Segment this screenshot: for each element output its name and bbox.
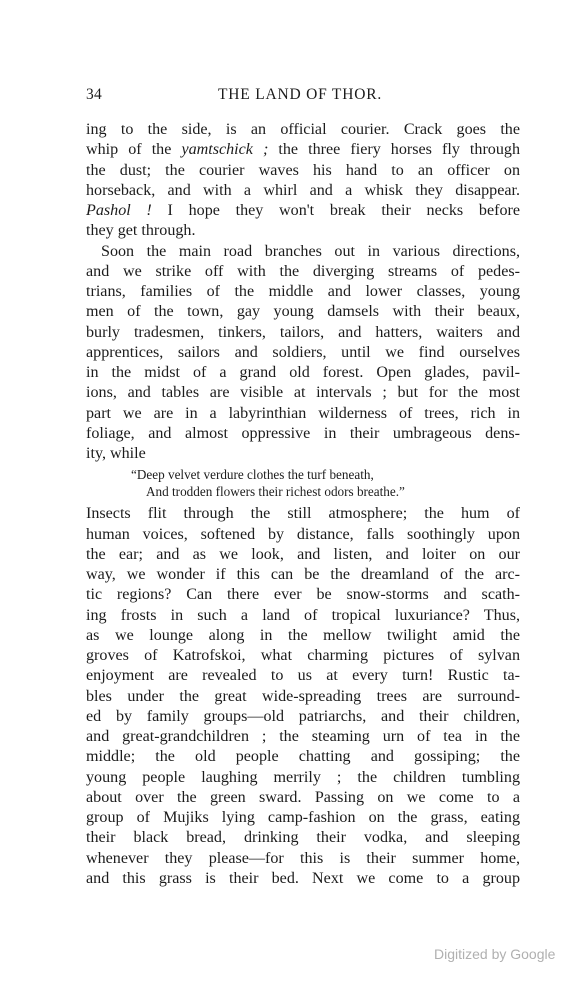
text-line: part we are in a labyrinthian wilderness of trees, rich in — [86, 404, 520, 422]
paragraph-courier — [86, 120, 520, 242]
text-line: ed by family groups—old patriarchs, and their children, — [86, 707, 520, 725]
text-line: middle; the old people chatting and gossiping; the — [86, 748, 520, 766]
text-line: about over the green sward. Passing on we come to a — [86, 788, 520, 806]
text-line: groves of Katrofskoi, what charming pictures of sylvan — [86, 647, 520, 664]
text-line: group of Mujiks lying camp-fashion on the grass, eating — [86, 809, 520, 826]
italic-term: Pashol ! — [86, 202, 152, 219]
text-line: Soon the main road branches out in various directions, — [101, 242, 520, 260]
text-line: human voices, softened by distance, falls soothingly upon — [86, 525, 520, 543]
text-line: way, we wonder if this can be the dreamland of the arc- — [86, 566, 520, 583]
text-line: ions, and tables are visible at intervals ; but for the most — [86, 384, 520, 402]
quote-line: And trodden flowers their richest odors breathe.” — [146, 484, 405, 500]
text-line: men of the town, gay young damsels with their beaux, — [86, 303, 520, 321]
body-text — [86, 120, 520, 889]
text-line: enjoyment are revealed to us at every turn! Rustic ta- — [86, 667, 520, 685]
text-line: as we lounge along in the mellow twilight amid the — [86, 626, 520, 644]
text-line — [86, 201, 520, 221]
text-line: horseback, and with a whirl and a whisk they disappear. — [86, 181, 520, 199]
text-line: bles under the great wide-spreading trees are surround- — [86, 687, 520, 705]
text-line — [86, 140, 520, 160]
page-header — [86, 86, 520, 106]
text-line: burly tradesmen, tinkers, tailors, and hatters, waiters and — [86, 323, 520, 341]
text-line: and great-grandchildren ; the steaming urn of tea in the — [86, 728, 520, 745]
text-line: they get through. — [86, 222, 196, 240]
paragraph-forest — [86, 242, 520, 465]
text-line: and we strike off with the diverging streams of pedes- — [86, 262, 520, 280]
text-line: apprentices, sailors and soldiers, until we find ourselves — [86, 343, 520, 361]
text-line: and this grass is their bed. Next we come to a group — [86, 869, 520, 887]
text-line: the ear; and as we look, and listen, and loiter on our — [86, 545, 520, 563]
digitized-watermark: Digitized by Google — [434, 946, 556, 962]
text-line: in the midst of a grand old forest. Open glades, pavil- — [86, 364, 520, 381]
text-line: young people laughing merrily ; the children tumbling — [86, 768, 520, 786]
text-line: whenever they please—for this is their summer home, — [86, 849, 520, 867]
text-line: the dust; the courier waves his hand to an officer on — [86, 161, 520, 179]
line-segment: I hope they won't break their necks before — [151, 202, 520, 219]
text-line: tic regions? Can there ever be snow-storms and scath- — [86, 586, 520, 604]
verse-quotation — [86, 464, 520, 504]
page-number: 34 — [86, 86, 102, 103]
text-line: foliage, and almost oppressive in their umbrageous dens- — [86, 424, 520, 442]
text-line: their black bread, drinking their vodka, and sleeping — [86, 829, 520, 847]
text-line: ing to the side, is an official courier. Crack goes the — [86, 121, 520, 138]
line-segment: the three fiery horses fly through — [268, 141, 520, 159]
italic-term: yamtschick ; — [181, 141, 269, 159]
quote-line: “Deep velvet verdure clothes the turf beneath, — [131, 467, 374, 483]
text-line: trians, families of the middle and lower classes, young — [86, 283, 520, 300]
line-segment: whip of the — [86, 141, 182, 159]
paragraph-groves — [86, 504, 520, 889]
text-line: ing frosts in such a land of tropical luxuriance? Thus, — [86, 606, 520, 624]
running-title: THE LAND OF THOR. — [218, 86, 383, 103]
text-line: Insects flit through the still atmosphere; the hum of — [86, 505, 520, 523]
text-line: ity, while — [86, 445, 146, 462]
